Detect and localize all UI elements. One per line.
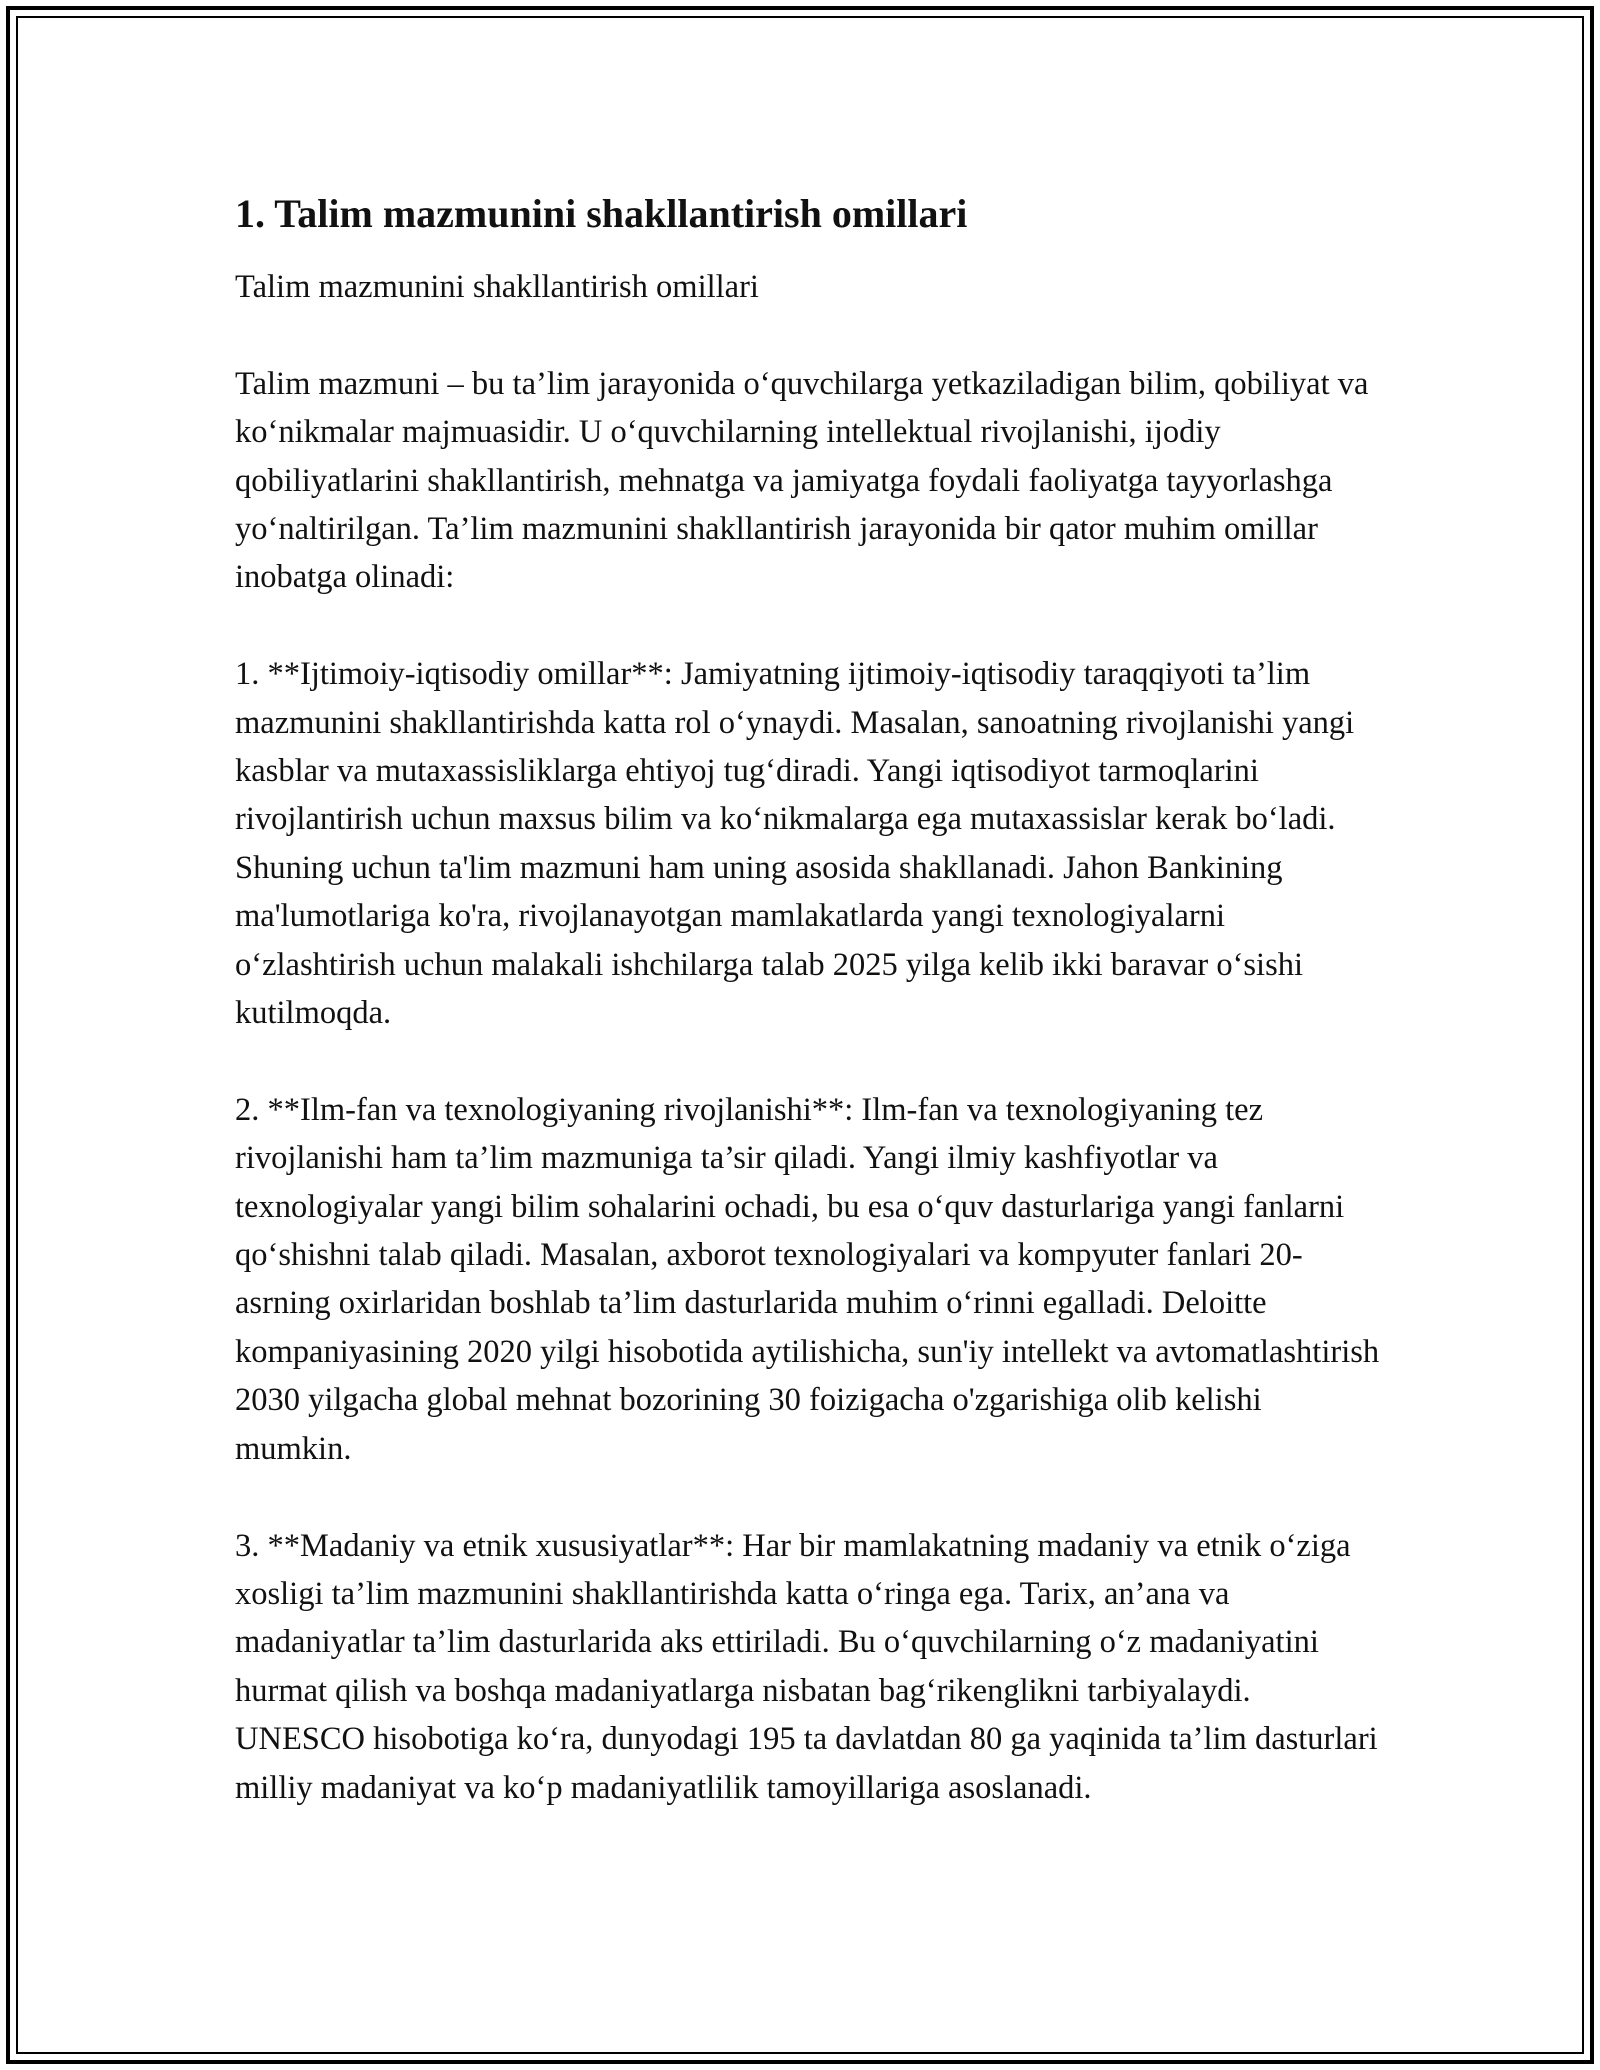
document-body	[235, 185, 1385, 1860]
paragraph-cultural-ethnic: 3. **Madaniy va etnik xususiyatlar**: Har bir mamlakatning madaniy va etnik o‘ziga xosligi ta’lim mazmunini shakllantirishda katta o‘ringa ega. Tarix, an’ana va madaniyatlar ta’lim dasturlarida aks ettiriladi. Bu o‘quvchilarning o‘z madaniyatini hurmat qilish va boshqa madaniyatlarga nisbatan bag‘rikenglikni tarbiyalaydi. UNESCO hisobotiga ko‘ra, dunyodagi 195 ta davlatdan 80 ga yaqinida ta’lim dasturlari milliy madaniyat va ko‘p madaniyatlilik tamoyillariga asoslanadi.	[235, 1527, 1378, 1806]
document-subtitle: Talim mazmunini shakllantirish omillari	[235, 269, 759, 305]
paragraph-science-technology: 2. **Ilm-fan va texnologiyaning rivojlanishi**: Ilm-fan va texnologiyaning tez rivojlanishi ham ta’lim mazmuniga ta’sir qiladi. Yangi ilmiy kashfiyotlar va texnologiyalar yangi bilim sohalarini ochadi, bu esa o‘quv dasturlariga yangi fanlarni qo‘shishni talab qiladi. Masalan, axborot texnologiyalari va kompyuter fanlari 20-asrning oxirlaridan boshlab ta’lim dasturlarida muhim o‘rinni egalladi. Deloitte kompaniyasining 2020 yilgi hisobotida aytilishicha, sun'iy intellekt va avtomatlashtirish 2030 yilgacha global mehnat bozorining 30 foizigacha o'zgarishiga olib kelishi mumkin.	[235, 1091, 1380, 1467]
paragraph-intro: Talim mazmuni – bu ta’lim jarayonida o‘quvchilarga yetkaziladigan bilim, qobiliyat va ko‘nikmalar majmuasidir. U o‘quvchilarning intellektual rivojlanishi, ijodiy qobiliyatlarini shakllantirish, mehnatga va jamiyatga foydali faoliyatga tayyorlashga yo‘naltirilgan. Ta’lim mazmunini shakllantirish jarayonida bir qator muhim omillar inobatga olinadi:	[235, 365, 1369, 596]
document-title: 1. Talim mazmunini shakllantirish omillari	[235, 191, 968, 236]
paragraph-socio-economic-factors: 1. **Ijtimoiy-iqtisodiy omillar**: Jamiyatning ijtimoiy-iqtisodiy taraqqiyoti ta’lim mazmunini shakllantirishda katta rol o‘ynaydi. Masalan, sanoatning rivojlanishi yangi kasblar va mutaxassisliklarga ehtiyoj tug‘diradi. Yangi iqtisodiyot tarmoqlarini rivojlantirish uchun maxsus bilim va ko‘nikmalarga ega mutaxassislar kerak bo‘ladi. Shuning uchun ta'lim mazmuni ham uning asosida shakllanadi. Jahon Bankining ma'lumotlariga ko'ra, rivojlanayotgan mamlakatlarda yangi texnologiyalarni o‘zlashtirish uchun malakali ishchilarga talab 2025 yilga kelib ikki baravar o‘sishi kutilmoqda.	[235, 656, 1355, 1032]
